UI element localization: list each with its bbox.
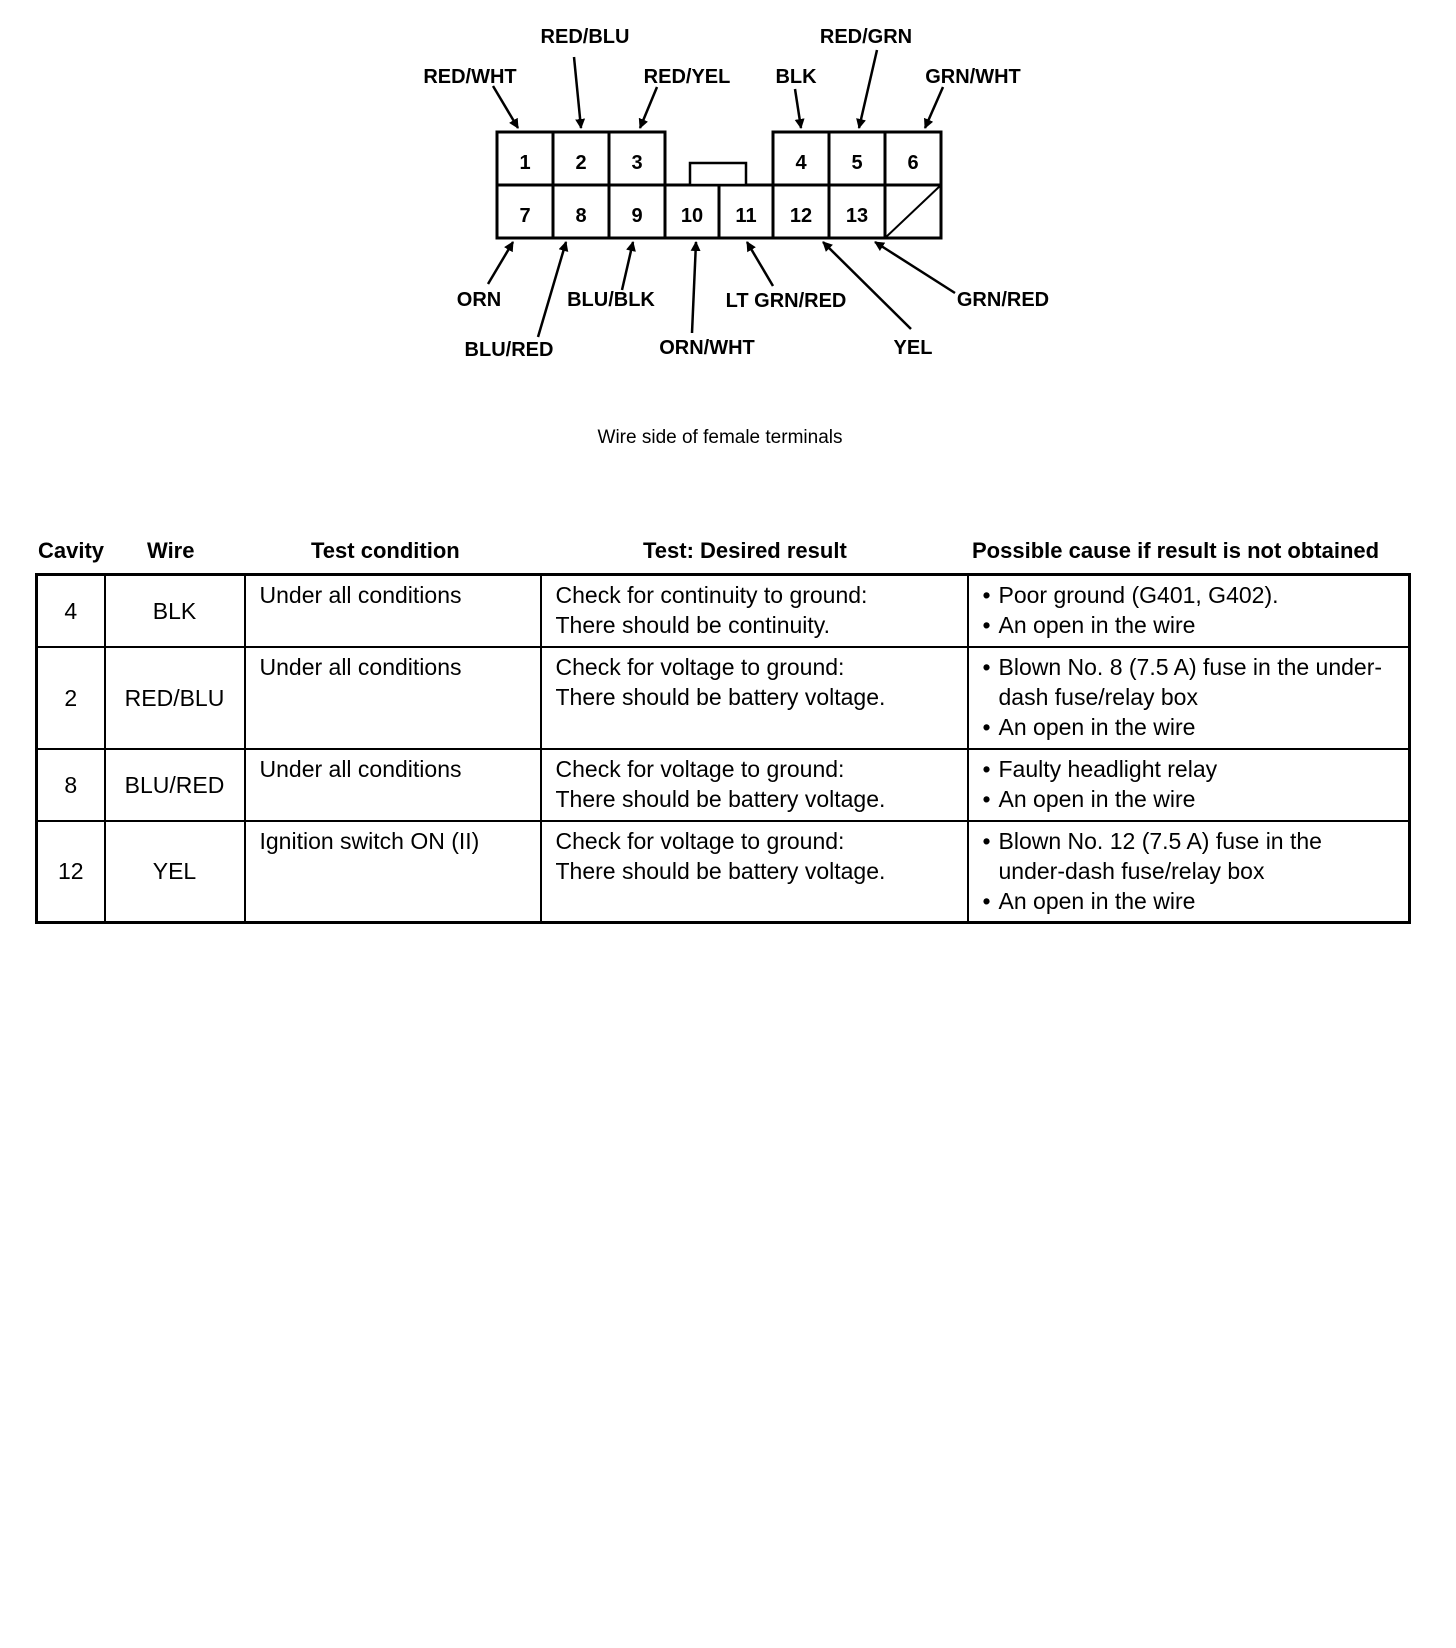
result-line: Check for continuity to ground: bbox=[555, 582, 868, 608]
result-line: There should be continuity. bbox=[555, 612, 830, 638]
desired-result-cell bbox=[541, 749, 968, 821]
result-line: There should be battery voltage. bbox=[555, 683, 886, 710]
table-row bbox=[37, 821, 1410, 923]
wire-label-blk: BLK bbox=[775, 66, 817, 88]
wire-cell: BLK bbox=[105, 575, 245, 647]
cavity-5: 5 bbox=[851, 152, 863, 174]
cavity-10: 10 bbox=[680, 205, 704, 227]
table-row bbox=[37, 575, 1410, 647]
cavity-9: 9 bbox=[631, 205, 643, 227]
test-condition-cell: Under all conditions bbox=[245, 575, 541, 647]
wire-label-blu-blk: BLU/BLK bbox=[567, 289, 655, 311]
header-cavity: Cavity bbox=[38, 538, 105, 563]
cavity-8: 8 bbox=[575, 205, 587, 227]
desired-result-cell bbox=[541, 575, 968, 647]
diagram-caption: Wire side of female terminals bbox=[597, 427, 843, 448]
locking-tab bbox=[690, 163, 746, 185]
cavity-7: 7 bbox=[519, 205, 531, 227]
cavity-cell: 4 bbox=[37, 575, 105, 647]
cause-item: • An open in the wire bbox=[983, 712, 1395, 742]
cavity-12: 12 bbox=[789, 205, 813, 227]
wire-cell: BLU/RED bbox=[105, 749, 245, 821]
wire-label-red-grn: RED/GRN bbox=[819, 26, 913, 48]
wire-label-grn-red: GRN/RED bbox=[956, 289, 1050, 311]
wire-label-lt-grn-red: LT GRN/RED bbox=[725, 290, 847, 312]
result-line: Check for voltage to ground: bbox=[555, 755, 845, 782]
wire-label-red-wht: RED/WHT bbox=[423, 66, 517, 88]
cause-item: • Poor ground (G401, G402). bbox=[983, 580, 1395, 610]
result-line: Check for voltage to ground: bbox=[555, 827, 845, 854]
test-condition-cell: Under all conditions bbox=[245, 647, 541, 749]
cavity-1: 1 bbox=[519, 152, 531, 174]
cavity-4: 4 bbox=[795, 152, 807, 174]
possible-cause-cell bbox=[968, 821, 1410, 923]
wire-cell: YEL bbox=[105, 821, 245, 923]
test-condition-cell: Under all conditions bbox=[245, 749, 541, 821]
cavity-cell: 2 bbox=[37, 647, 105, 749]
cause-item: • An open in the wire bbox=[983, 610, 1395, 640]
cause-item: • An open in the wire bbox=[983, 886, 1395, 916]
wire-label-yel: YEL bbox=[893, 337, 933, 359]
wire-label-red-yel: RED/YEL bbox=[643, 66, 731, 88]
possible-cause-cell bbox=[968, 575, 1410, 647]
wire-label-orn: ORN bbox=[456, 289, 502, 311]
possible-cause-cell bbox=[968, 647, 1410, 749]
table-row bbox=[37, 749, 1410, 821]
header-possible-cause: Possible cause if result is not obtained bbox=[972, 538, 1380, 563]
header-wire: Wire bbox=[147, 538, 195, 563]
possible-cause-cell bbox=[968, 749, 1410, 821]
desired-result-cell bbox=[541, 821, 968, 923]
cavity-cell: 8 bbox=[37, 749, 105, 821]
wire-label-red-blu: RED/BLU bbox=[540, 26, 630, 48]
cavity-11: 11 bbox=[735, 205, 757, 227]
cause-item: • Blown No. 8 (7.5 A) fuse in the under-dash fuse/relay box bbox=[983, 652, 1395, 712]
cause-item: • Faulty headlight relay bbox=[983, 754, 1395, 784]
test-table bbox=[35, 573, 1411, 924]
connector-body bbox=[497, 132, 941, 238]
connector-diagram bbox=[0, 0, 1456, 470]
result-line: There should be battery voltage. bbox=[555, 857, 886, 884]
wire-cell: RED/BLU bbox=[105, 647, 245, 749]
desired-result-cell bbox=[541, 647, 968, 749]
table-row bbox=[37, 647, 1410, 749]
cause-item: • Blown No. 12 (7.5 A) fuse in the under-dash fuse/relay box bbox=[983, 826, 1395, 886]
cavity-3: 3 bbox=[631, 152, 643, 174]
cavity-13: 13 bbox=[845, 205, 869, 227]
cavity-cell: 12 bbox=[37, 821, 105, 923]
cavity-2: 2 bbox=[575, 152, 587, 174]
header-test-condition: Test condition bbox=[311, 538, 460, 563]
cavity-6: 6 bbox=[907, 152, 919, 174]
wire-label-orn-wht: ORN/WHT bbox=[659, 337, 755, 359]
header-desired-result: Test: Desired result bbox=[643, 538, 847, 563]
wire-label-grn-wht: GRN/WHT bbox=[925, 66, 1021, 88]
result-line: There should be battery voltage. bbox=[555, 785, 886, 812]
cause-item: • An open in the wire bbox=[983, 784, 1395, 814]
wire-label-blu-red: BLU/RED bbox=[464, 339, 554, 361]
result-line: Check for voltage to ground: bbox=[555, 653, 845, 680]
test-condition-cell: Ignition switch ON (II) bbox=[245, 821, 541, 923]
